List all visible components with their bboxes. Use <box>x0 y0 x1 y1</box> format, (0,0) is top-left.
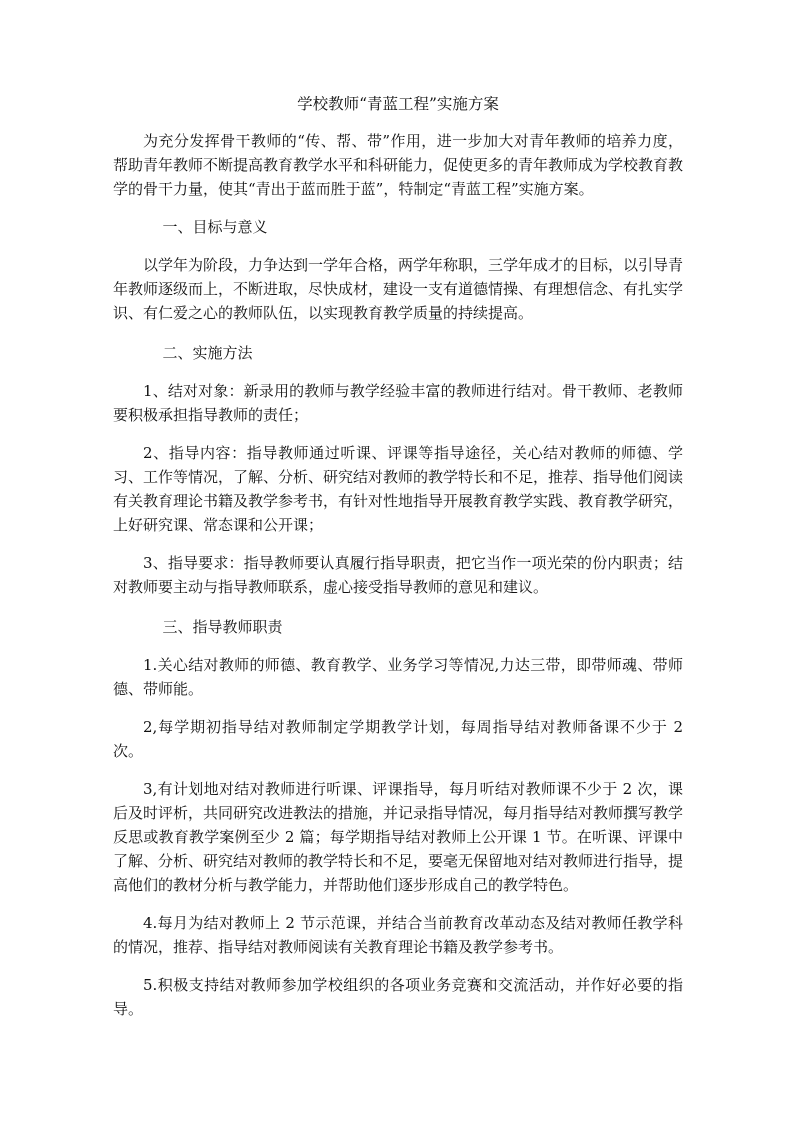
section-paragraph: 1、结对对象：新录用的教师与教学经验丰富的教师进行结对。骨干教师、老教师要积极承担指导教师的责任； <box>113 382 683 424</box>
section-paragraph: 3,有计划地对结对教师进行听课、评课指导，每月听结对教师课不少于 2 次，课后及时评析，共同研究改进教法的措施，并记录指导情况，每月指导结对教师撰写教学反思或教育教学案例至少 2 篇；每学期指导结对教师上公开课 1 节。在听课、评课中了解、分析、研究结对教师的教学特长和不足，要毫无保留地对结对教师进行指导，提高他们的教材分析与教学能力，并帮助他们逐步形成自己的教学特色。 <box>113 780 684 894</box>
section-goals <box>113 215 683 325</box>
section-paragraph: 3、指导要求：指导教师要认真履行指导职责，把它当作一项光荣的份内职责；结对教师要主动与指导教师联系，虚心接受指导教师的意见和建议。 <box>113 554 683 596</box>
document-title: 学校教师“青蓝工程”实施方案 <box>297 95 499 113</box>
section-heading: 二、实施方法 <box>162 344 253 362</box>
section-paragraph: 1.关心结对教师的师德、教育教学、业务学习等情况,力达三带，即带师魂、带师德、带师能。 <box>113 656 683 698</box>
section-paragraph: 4.每月为结对教师上 2 节示范课，并结合当前教育改革动态及结对教师任教学科的情况，推荐、指导结对教师阅读有关教育理论书籍及教学参考书。 <box>113 914 683 956</box>
section-paragraph: 2、指导内容：指导教师通过听课、评课等指导途径，关心结对教师的师德、学习、工作等情况，了解、分析、研究结对教师的教学特长和不足，推荐、指导他们阅读有关教育理论书籍及教学参考书，有针对性地指导开展教育教学实践、教育教学研究，上好研究课、常态课和公开课； <box>113 444 684 534</box>
intro-paragraph: 为充分发挥骨干教师的“传、帮、带”作用，进一步加大对青年教师的培养力度，帮助青年教师不断提高教育教学水平和科研能力，促使更多的青年教师成为学校教育教学的骨干力量，使其“青出于蓝而胜于蓝”，特制定“青蓝工程”实施方案。 <box>113 132 684 198</box>
section-heading: 三、指导教师职责 <box>162 618 283 636</box>
section-heading: 一、目标与意义 <box>162 218 268 236</box>
section-duties <box>113 615 683 1021</box>
section-paragraph: 2,每学期初指导结对教师制定学期教学计划，每周指导结对教师备课不少于 2 次。 <box>113 718 683 760</box>
section-paragraph: 以学年为阶段，力争达到一学年合格，两学年称职，三学年成才的目标，以引导青年教师逐级而上，不断进取，尽快成材，建设一支有道德情操、有理想信念、有扎实学识、有仁爱之心的教师队伍，以实现教育教学质量的持续提高。 <box>113 256 684 322</box>
document-page <box>113 92 683 1037</box>
section-paragraph: 5.积极支持结对教师参加学校组织的各项业务竞赛和交流活动，并作好必要的指导。 <box>113 976 683 1018</box>
section-methods <box>113 341 683 599</box>
